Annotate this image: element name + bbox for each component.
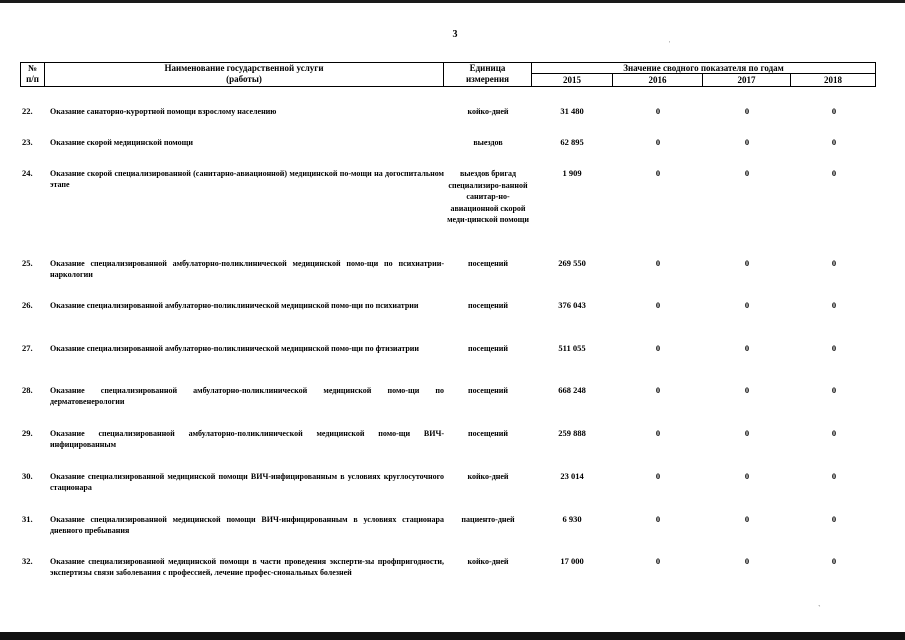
value-2016: 0 bbox=[655, 471, 661, 481]
value-2018: 0 bbox=[831, 300, 837, 310]
header-values-title: Значение сводного показателя по годам bbox=[623, 63, 784, 73]
value-2015: 31 480 bbox=[560, 106, 584, 116]
row-number: 32. bbox=[22, 556, 33, 566]
row-number: 27. bbox=[22, 343, 33, 353]
value-2015: 23 014 bbox=[560, 471, 584, 481]
value-2015: 376 043 bbox=[558, 300, 586, 310]
header-year-2017: 2017 bbox=[737, 75, 756, 85]
value-2017: 0 bbox=[744, 106, 750, 116]
row-number: 22. bbox=[22, 106, 33, 116]
value-2015: 1 909 bbox=[562, 168, 582, 178]
value-2015: 259 888 bbox=[558, 428, 586, 438]
service-name: Оказание специализированной медицинской помощи ВИЧ-инфицированным в условиях круглосуточного стационара bbox=[50, 472, 444, 492]
value-2017: 0 bbox=[744, 471, 750, 481]
row-number: 25. bbox=[22, 258, 33, 268]
service-name: Оказание специализированной медицинской помощи в части проведения эксперти-зы профпригодности, экспертизы связи заболевания с профессией, лечение профес-сиональных болезней bbox=[50, 557, 444, 577]
unit-of-measure: койко-дней bbox=[467, 107, 509, 116]
value-2018: 0 bbox=[831, 471, 837, 481]
value-2015: 511 055 bbox=[558, 343, 586, 353]
value-2017: 0 bbox=[744, 343, 750, 353]
value-2015: 6 930 bbox=[562, 514, 582, 524]
unit-of-measure: выездов бригад специализиро-ванной санитар-но-авиационной скорой меди-цинской помощи bbox=[447, 169, 529, 224]
value-2018: 0 bbox=[831, 385, 837, 395]
unit-of-measure: посещений bbox=[468, 386, 508, 395]
value-2015: 17 000 bbox=[560, 556, 584, 566]
unit-of-measure: выездов bbox=[473, 138, 503, 147]
row-number: 31. bbox=[22, 514, 33, 524]
service-name: Оказание специализированной медицинской помощи ВИЧ-инфицированным в условиях стационара дневного пребывания bbox=[50, 515, 444, 535]
value-2016: 0 bbox=[655, 137, 661, 147]
service-name: Оказание специализированной амбулаторно-поликлинической медицинской помо-щи по фтизиатрии bbox=[50, 344, 420, 353]
service-name: Оказание специализированной амбулаторно-поликлинической медицинской помо-щи ВИЧ-инфицированным bbox=[50, 429, 444, 449]
value-2017: 0 bbox=[744, 514, 750, 524]
unit-of-measure: койко-дней bbox=[467, 557, 509, 566]
value-2018: 0 bbox=[831, 514, 837, 524]
value-2016: 0 bbox=[655, 106, 661, 116]
value-2016: 0 bbox=[655, 514, 661, 524]
header-divider bbox=[875, 62, 876, 87]
service-name: Оказание скорой специализированной (санитарно-авиационной) медицинской по-мощи на догоспитальном этапе bbox=[50, 169, 444, 189]
header-year-2016: 2016 bbox=[648, 75, 667, 85]
header-bottom-border bbox=[20, 86, 876, 87]
value-2018: 0 bbox=[831, 137, 837, 147]
row-number: 29. bbox=[22, 428, 33, 438]
service-name: Оказание специализированной амбулаторно-поликлинической медицинской помо-щи по психиатрии-наркологии bbox=[50, 259, 444, 279]
value-2016: 0 bbox=[655, 556, 661, 566]
value-2018: 0 bbox=[831, 556, 837, 566]
service-name: Оказание специализированной амбулаторно-поликлинической медицинской помо-щи по дерматовенерологии bbox=[50, 386, 444, 406]
value-2016: 0 bbox=[655, 385, 661, 395]
row-number: 24. bbox=[22, 168, 33, 178]
header-year-2015: 2015 bbox=[563, 75, 581, 85]
value-2017: 0 bbox=[744, 258, 750, 268]
unit-of-measure: посещений bbox=[468, 429, 508, 438]
service-name: Оказание скорой медицинской помощи bbox=[50, 138, 194, 147]
unit-of-measure: посещений bbox=[468, 301, 508, 310]
row-number: 23. bbox=[22, 137, 33, 147]
row-number: 30. bbox=[22, 471, 33, 481]
row-number: 26. bbox=[22, 300, 33, 310]
header-year-2018: 2018 bbox=[824, 75, 842, 85]
value-2016: 0 bbox=[655, 428, 661, 438]
value-2017: 0 bbox=[744, 300, 750, 310]
top-page-rule bbox=[0, 0, 905, 3]
value-2015: 62 895 bbox=[560, 137, 584, 147]
value-2015: 668 248 bbox=[558, 385, 586, 395]
unit-of-measure: койко-дней bbox=[467, 472, 509, 481]
value-2018: 0 bbox=[831, 168, 837, 178]
header-num: № п/п bbox=[26, 63, 39, 84]
value-2017: 0 bbox=[744, 385, 750, 395]
value-2018: 0 bbox=[831, 428, 837, 438]
bottom-page-rule bbox=[0, 632, 905, 640]
value-2016: 0 bbox=[655, 343, 661, 353]
unit-of-measure: пациенто-дней bbox=[461, 515, 515, 524]
value-2016: 0 bbox=[655, 300, 661, 310]
value-2017: 0 bbox=[744, 556, 750, 566]
service-name: Оказание специализированной амбулаторно-поликлинической медицинской помо-щи по психиатрии bbox=[50, 301, 419, 310]
header-unit: Единица измерения bbox=[465, 63, 510, 84]
header-name: Наименование государственной услуги (работы) bbox=[164, 63, 324, 84]
value-2017: 0 bbox=[744, 428, 750, 438]
service-name: Оказание санаторно-курортной помощи взрослому населению bbox=[50, 107, 277, 116]
scan-speck: ˈ bbox=[668, 40, 671, 49]
value-2018: 0 bbox=[831, 343, 837, 353]
value-2017: 0 bbox=[744, 168, 750, 178]
page-number: 3 bbox=[452, 29, 458, 40]
value-2017: 0 bbox=[744, 137, 750, 147]
row-number: 28. bbox=[22, 385, 33, 395]
value-2015: 269 550 bbox=[558, 258, 586, 268]
value-2018: 0 bbox=[831, 258, 837, 268]
value-2016: 0 bbox=[655, 168, 661, 178]
unit-of-measure: посещений bbox=[468, 344, 508, 353]
scan-speck: ˋ bbox=[818, 604, 821, 613]
value-2018: 0 bbox=[831, 106, 837, 116]
value-2016: 0 bbox=[655, 258, 661, 268]
unit-of-measure: посещений bbox=[468, 259, 508, 268]
